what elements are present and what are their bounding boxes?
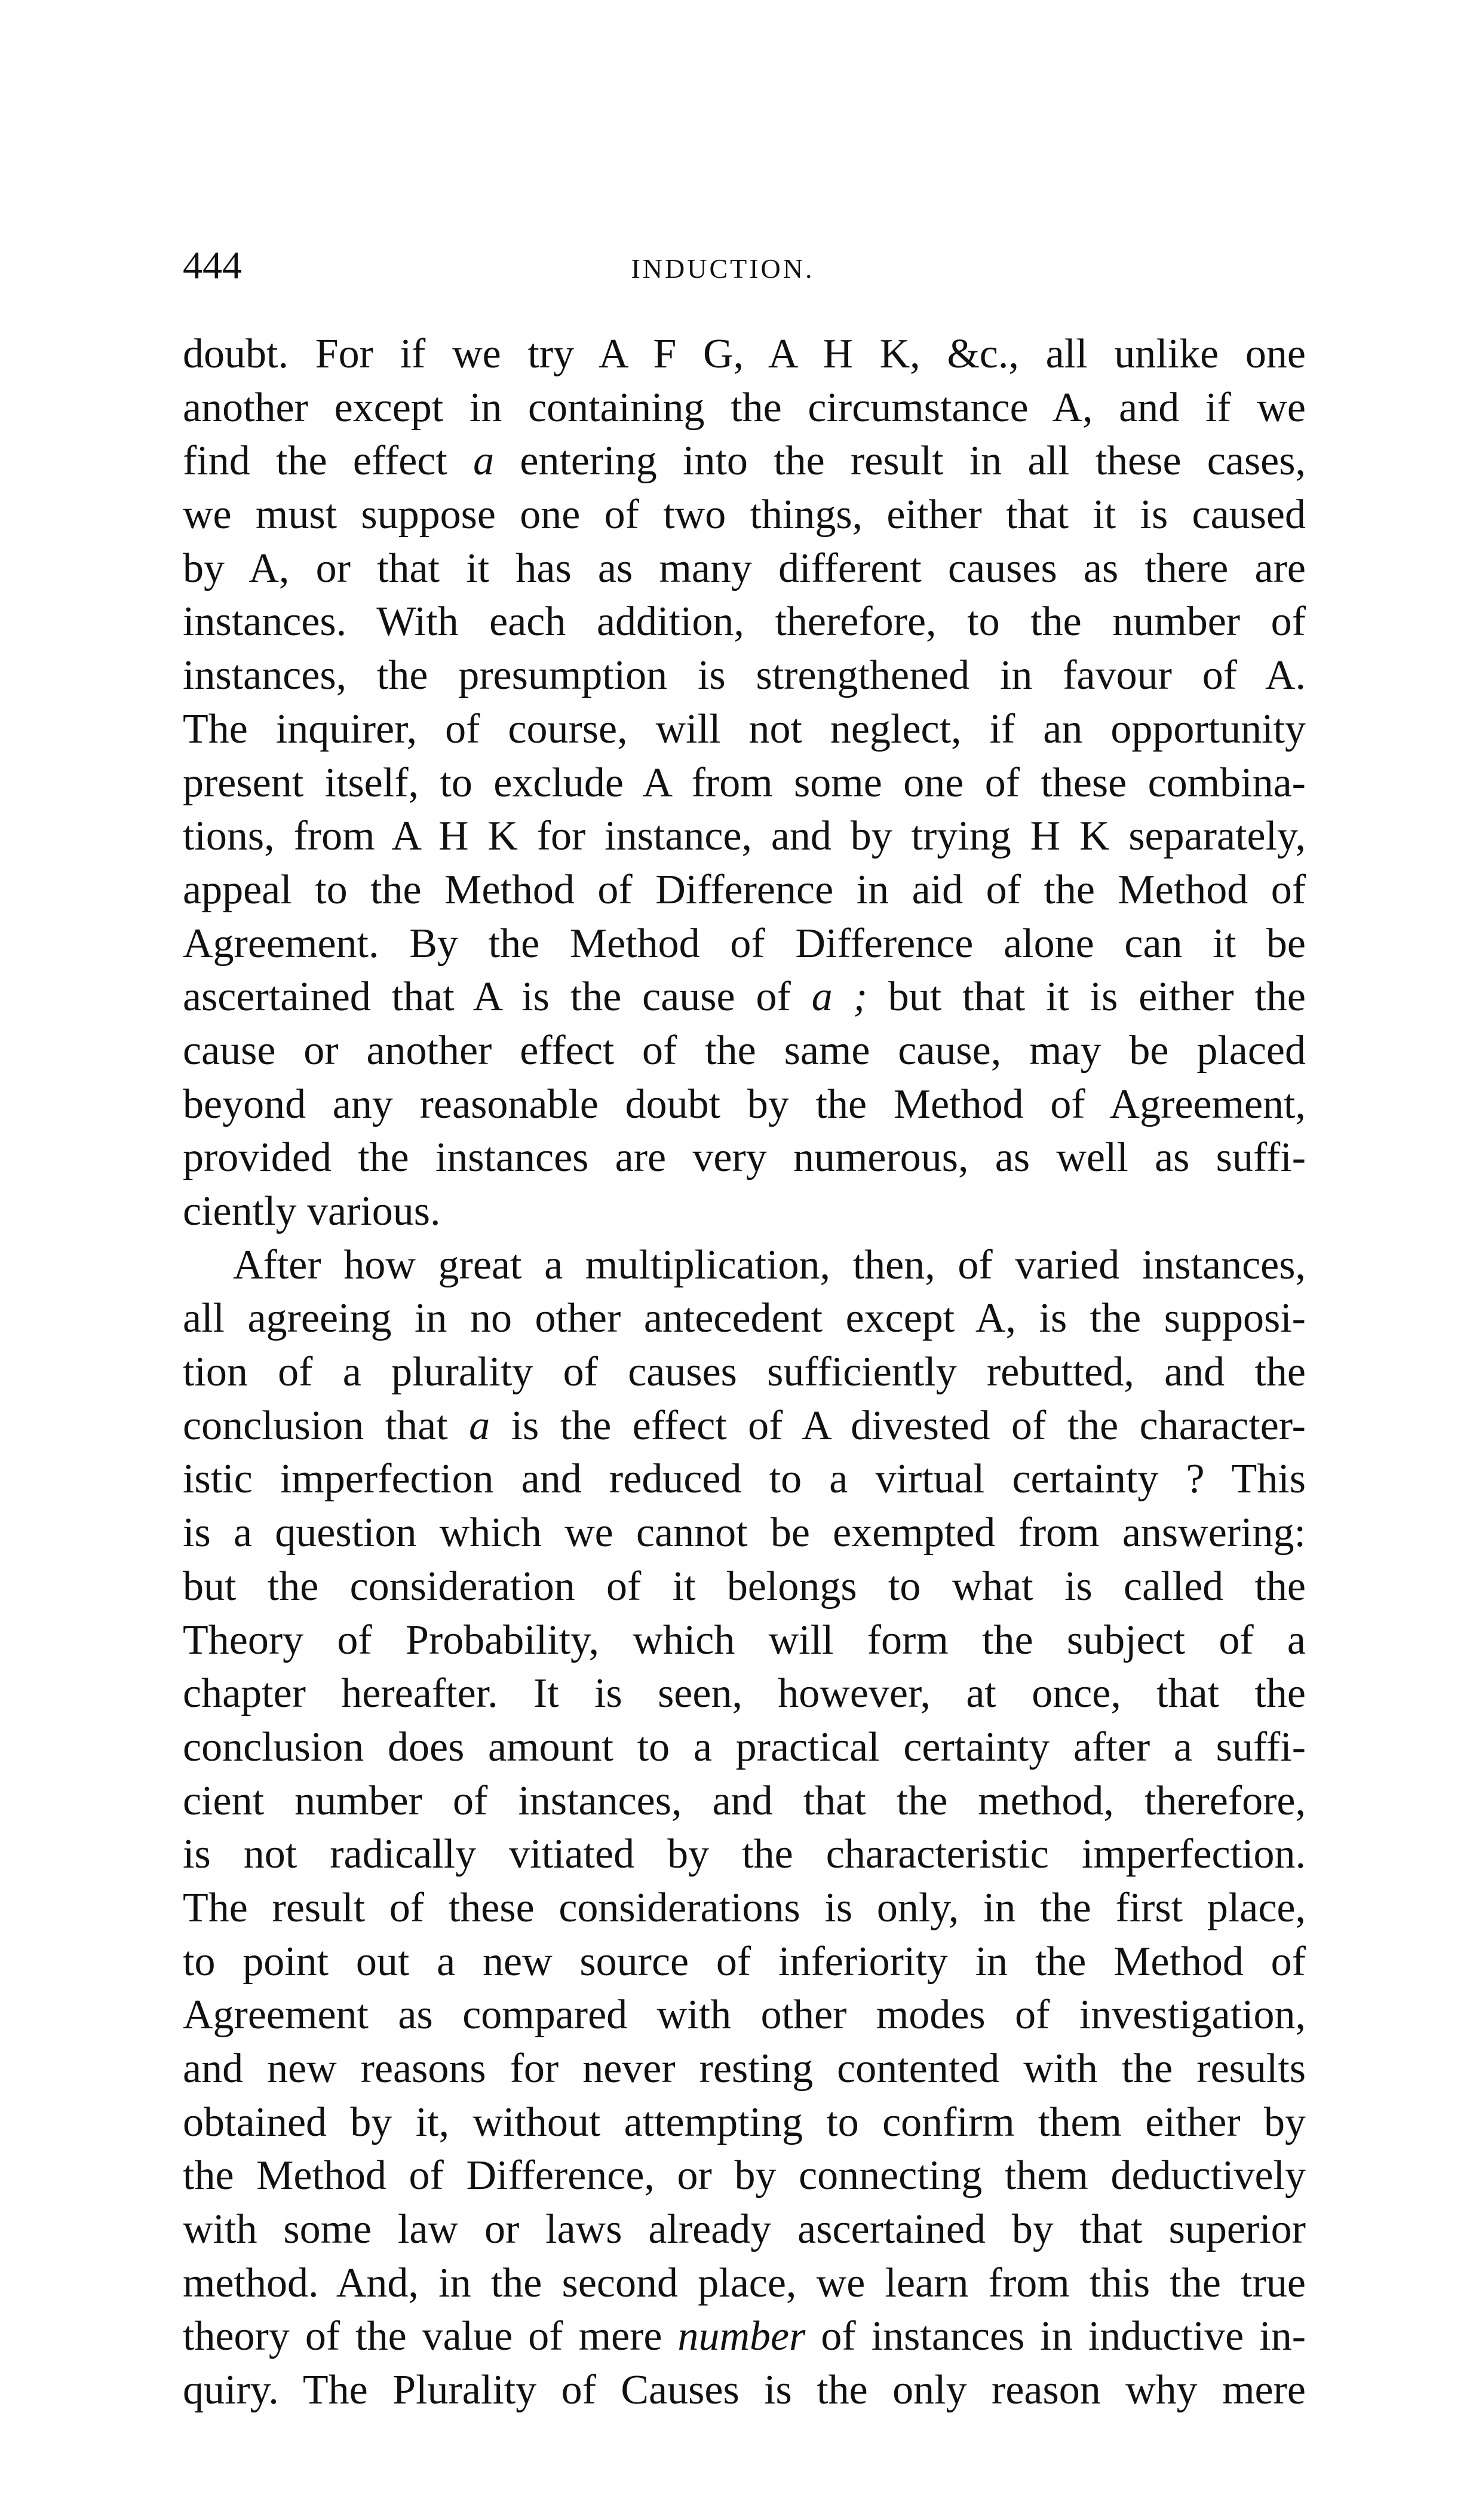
text-line — [183, 434, 1306, 488]
line-text: entering into the result in all these cases, — [494, 438, 1306, 485]
text-line — [183, 1506, 1306, 1560]
text-line — [183, 327, 1306, 381]
line-text: another except in containing the circumstance A, and if we — [183, 384, 1306, 431]
text-line — [183, 542, 1306, 596]
text-line — [183, 2203, 1306, 2257]
text-line — [183, 1774, 1306, 1828]
line-text: and new reasons for never resting contented with the results — [183, 2046, 1306, 2092]
text-line — [183, 1292, 1306, 1345]
line-text: we must suppose one of two things, either that it is caused — [183, 492, 1306, 538]
line-text: but that it is either the — [867, 974, 1306, 1020]
line-text: quiry. The Plurality of Causes is the only reason why mere — [183, 2367, 1306, 2414]
line-text: conclusion that — [183, 1402, 470, 1449]
line-text: cient number of instances, and that the method, therefore, — [183, 1777, 1306, 1824]
line-text: beyond any reasonable doubt by the Method of Agreement, — [183, 1081, 1306, 1127]
line-text: is not radically vitiated by the characteristic imperfection. — [183, 1831, 1306, 1878]
line-text: doubt. For if we try A F G, A H K, &c., all unlike one — [183, 331, 1306, 377]
line-text: find the effect — [183, 438, 474, 485]
line-text: ascertained that A is the cause of — [183, 974, 812, 1020]
line-text: Theory of Probability, which will form the subject of a — [183, 1617, 1306, 1663]
line-text: method. And, in the second place, we learn from this the true — [183, 2260, 1306, 2306]
text-line — [183, 2042, 1306, 2096]
line-text: conclusion does amount to a practical certainty after a suffi- — [183, 1724, 1306, 1770]
line-text: all agreeing in no other antecedent except A, is the supposi- — [183, 1295, 1306, 1342]
line-text: Agreement. By the Method of Difference alone can it be — [183, 920, 1306, 967]
line-text: theory of the value of mere — [183, 2313, 678, 2360]
text-line — [183, 2310, 1306, 2363]
line-text: provided the instances are very numerous, as well as suffi- — [183, 1135, 1306, 1181]
page-number: 444 — [183, 244, 242, 287]
text-line — [183, 1935, 1306, 1989]
text-line — [183, 1560, 1306, 1614]
line-text: with some law or laws already ascertained by that superior — [183, 2206, 1306, 2253]
italic-text: a — [469, 1402, 490, 1449]
body-text — [183, 327, 1306, 2417]
text-line — [183, 917, 1306, 971]
text-line — [183, 1667, 1306, 1721]
line-text: instances. With each addition, therefore, to the number of — [183, 599, 1306, 645]
text-line — [183, 2257, 1306, 2310]
text-line — [183, 810, 1306, 863]
running-title: INDUCTION. — [631, 253, 815, 284]
line-text: is a question which we cannot be exempted from answering: — [183, 1510, 1306, 1556]
line-text: but the consideration of it belongs to what is called the — [183, 1563, 1306, 1610]
text-line — [183, 1185, 1306, 1238]
text-line — [183, 1881, 1306, 1935]
text-line — [183, 1078, 1306, 1132]
text-line — [183, 970, 1306, 1024]
italic-text: a — [473, 438, 495, 485]
line-text: instances, the presumption is strengthened in favour of A. — [183, 652, 1306, 699]
line-text: Agreement as compared with other modes of investigation, — [183, 1992, 1306, 2038]
text-line — [183, 1238, 1306, 1292]
text-line — [183, 2096, 1306, 2150]
line-text: istic imperfection and reduced to a virtual certainty ? This — [183, 1456, 1306, 1503]
text-line — [183, 1399, 1306, 1453]
text-line — [183, 595, 1306, 649]
line-text: obtained by it, without attempting to confirm them either by — [183, 2099, 1306, 2145]
line-text: is the effect of A divested of the character- — [490, 1402, 1306, 1449]
text-line — [183, 1988, 1306, 2042]
text-line — [183, 381, 1306, 435]
italic-text: a ; — [811, 974, 867, 1020]
line-text: to point out a new source of inferiority in the Method of — [183, 1938, 1306, 1985]
line-text: ciently various. — [183, 1188, 441, 1234]
line-text: tions, from A H K for instance, and by trying H K separately, — [183, 813, 1306, 860]
line-text: chapter hereafter. It is seen, however, at once, that the — [183, 1670, 1306, 1717]
text-line — [183, 2363, 1306, 2417]
line-text: After how great a multiplication, then, of varied instances, — [233, 1241, 1306, 1288]
line-text: the Method of Difference, or by connecting them deductively — [183, 2153, 1306, 2199]
text-line — [183, 1828, 1306, 1881]
line-text: appeal to the Method of Difference in aid of the Method of — [183, 866, 1306, 913]
text-line — [183, 2149, 1306, 2203]
italic-text: number — [677, 2313, 806, 2360]
text-line — [183, 649, 1306, 703]
line-text: tion of a plurality of causes sufficiently rebutted, and the — [183, 1349, 1306, 1396]
text-line — [183, 488, 1306, 542]
line-text: The result of these considerations is only, in the first place, — [183, 1884, 1306, 1931]
text-line — [183, 756, 1306, 810]
text-line — [183, 863, 1306, 917]
line-text: by A, or that it has as many different causes as there are — [183, 545, 1306, 591]
line-text: of instances in inductive in- — [805, 2313, 1306, 2360]
text-line — [183, 1721, 1306, 1774]
text-line — [183, 1345, 1306, 1399]
text-line — [183, 1131, 1306, 1185]
line-text: present itself, to exclude A from some one of these combina- — [183, 759, 1306, 806]
line-text: cause or another effect of the same cause, may be placed — [183, 1027, 1306, 1074]
text-line — [183, 1614, 1306, 1667]
text-line — [183, 1024, 1306, 1078]
text-line — [183, 1452, 1306, 1506]
text-line — [183, 703, 1306, 756]
line-text: The inquirer, of course, will not neglect, if an opportunity — [183, 706, 1306, 752]
